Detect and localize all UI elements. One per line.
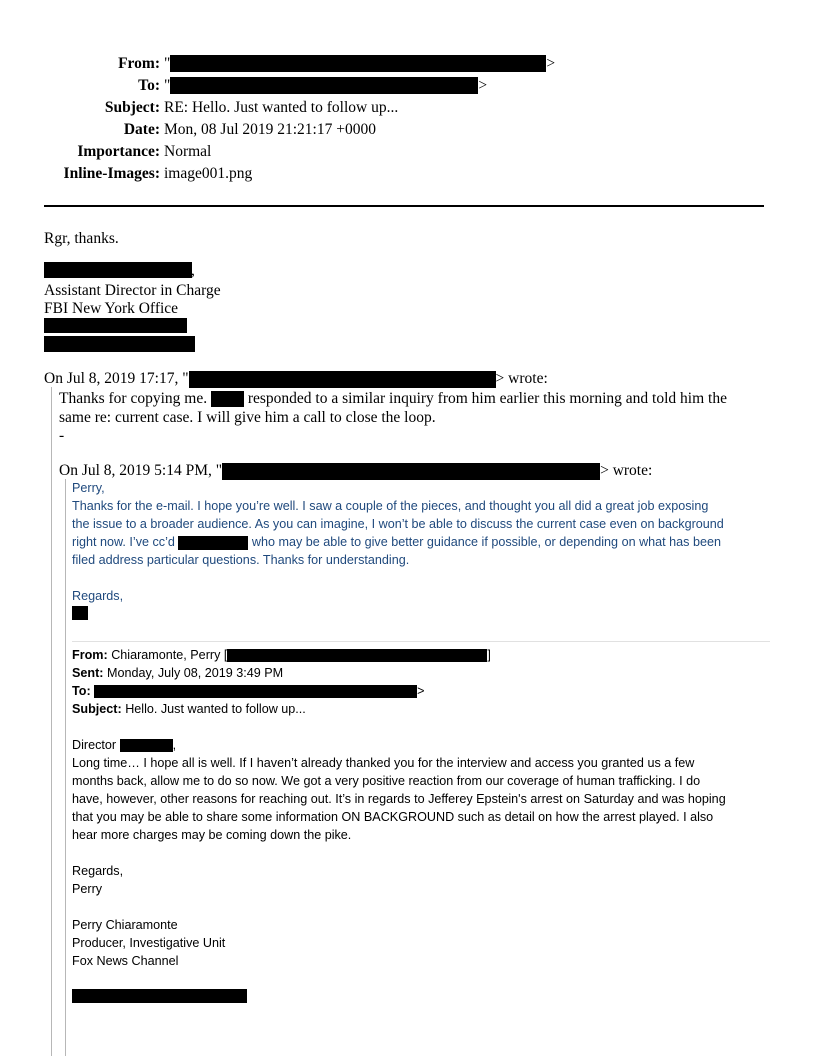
orig-sig-title: Producer, Investigative Unit xyxy=(72,936,226,950)
orig-salutation: Director , xyxy=(72,738,177,752)
from-label: From: xyxy=(118,55,160,72)
quote-bar xyxy=(51,387,52,1056)
header-divider xyxy=(44,205,764,207)
date-value: Mon, 08 Jul 2019 21:21:17 +0000 xyxy=(164,121,376,138)
header-from-row xyxy=(0,53,816,74)
from-value: " > xyxy=(164,55,556,72)
redaction xyxy=(170,55,546,72)
redaction xyxy=(189,371,496,388)
redaction xyxy=(72,989,247,1003)
header-inline-images-row xyxy=(0,163,816,184)
signature-office: FBI New York Office xyxy=(44,300,179,317)
orig-body-line2: months back, allow me to do so now. We got a very positive reaction from our coverage of human trafficking. I do xyxy=(72,774,701,788)
quote1-line1: Thanks for copying me. responded to a similar inquiry from him earlier this morning and told him the xyxy=(59,390,727,407)
redaction xyxy=(44,336,195,352)
quote2-greeting: Perry, xyxy=(72,481,105,495)
redaction xyxy=(227,649,487,662)
to-value: " > xyxy=(164,77,488,94)
quote2-line4: filed address particular questions. Thanks for understanding. xyxy=(72,553,410,567)
subject-value: RE: Hello. Just wanted to follow up... xyxy=(164,99,399,116)
quote1-intro: On Jul 8, 2019 17:17, " > wrote: xyxy=(44,370,548,387)
quote1-dash: - xyxy=(59,427,65,444)
redaction xyxy=(222,463,600,480)
header-subject-row xyxy=(0,97,816,118)
quote2-line1: Thanks for the e-mail. I hope you’re well. I saw a couple of the pieces, and thought you all did a great job exposing xyxy=(72,499,709,513)
orig-body-line5: hear more charges may be coming down the pike. xyxy=(72,828,352,842)
subject-label: Subject: xyxy=(104,99,160,116)
quote2-intro: On Jul 8, 2019 5:14 PM, " > wrote: xyxy=(59,462,653,479)
quote-bar xyxy=(65,479,66,1056)
orig-from-row: From: Chiaramonte, Perry [ ] xyxy=(72,648,491,662)
signature-title: Assistant Director in Charge xyxy=(44,282,221,299)
redaction xyxy=(44,262,192,278)
header-to-row xyxy=(0,75,816,96)
orig-sent-row: Sent: Monday, July 08, 2019 3:49 PM xyxy=(72,666,284,680)
orig-body-line4: that you may be able to share some information ON BACKGROUND such as detail on how the arrest played. I also xyxy=(72,810,714,824)
redaction xyxy=(72,606,88,620)
redaction xyxy=(44,318,187,333)
header-importance-row xyxy=(0,141,816,162)
orig-sig-name: Perry Chiaramonte xyxy=(72,918,178,932)
redaction xyxy=(211,391,244,407)
orig-sig-org: Fox News Channel xyxy=(72,954,179,968)
reply-body: Rgr, thanks. xyxy=(44,230,119,247)
importance-label: Importance: xyxy=(77,143,160,160)
inline-images-label: Inline-Images: xyxy=(63,165,160,182)
quote2-line3: right now. I’ve cc’d who may be able to give better guidance if possible, or depending on what has been xyxy=(72,535,721,549)
quote1-line2: same re: current case. I will give him a call to close the loop. xyxy=(59,409,436,426)
header-date-row xyxy=(0,119,816,140)
orig-sign-name: Perry xyxy=(72,882,103,896)
orig-body-line1: Long time… I hope all is well. If I haven’t already thanked you for the interview and access you granted us a few xyxy=(72,756,695,770)
importance-value: Normal xyxy=(164,143,212,160)
quote2-regards: Regards, xyxy=(72,589,124,603)
orig-regards: Regards, xyxy=(72,864,124,878)
redaction xyxy=(120,739,173,752)
redaction xyxy=(178,536,248,550)
to-label: To: xyxy=(138,77,160,94)
date-label: Date: xyxy=(123,121,160,138)
orig-body-line3: have, however, other reasons for reaching out. It’s in regards to Jefferey Epstein's arrest on Saturday and was hoping xyxy=(72,792,726,806)
redaction xyxy=(170,77,478,94)
signature-comma: , xyxy=(191,262,195,279)
quote2-line2: the issue to a broader audience. As you can imagine, I won’t be able to discuss the current case even on background xyxy=(72,517,724,531)
message-separator xyxy=(72,641,770,642)
orig-to-row: To: > xyxy=(72,684,425,698)
redaction xyxy=(94,685,417,698)
orig-subject-row: Subject: Hello. Just wanted to follow up... xyxy=(72,702,306,716)
inline-images-value: image001.png xyxy=(164,165,253,182)
